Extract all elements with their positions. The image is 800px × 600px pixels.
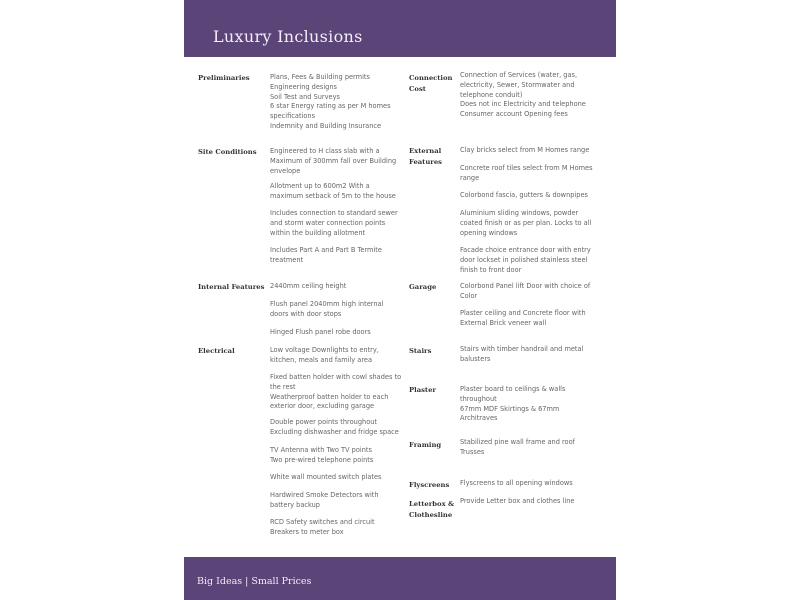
- inclusion-item: Flyscreens to all opening windows: [460, 479, 573, 487]
- section-label: Flyscreens: [409, 481, 450, 489]
- inclusion-item: Clay bricks select from M Homes range: [460, 146, 590, 154]
- inclusion-item: Includes connection to standard sewer and storm water connection points within the building allotment: [270, 209, 398, 237]
- footer-banner: [184, 557, 616, 600]
- section-label: Internal Features: [198, 283, 265, 291]
- inclusion-item: TV Antenna with Two TV points Two pre-wired telephone points: [270, 446, 374, 464]
- section-label: Site Conditions: [198, 148, 257, 156]
- inclusion-item: Hardwired Smoke Detectors with battery backup: [270, 491, 379, 509]
- inclusion-item: White wall mounted switch plates: [270, 473, 382, 481]
- inclusion-item: Hinged Flush panel robe doors: [270, 328, 371, 336]
- inclusion-item: Plans, Fees & Building permits Engineering designs Soil Test and Surveys 6 star Energy rating as per M homes specifications Indemnity and Building Insurance: [270, 73, 391, 130]
- inclusion-item: Facade choice entrance door with entry door lockset in polished stainless steel finish to front door: [460, 246, 591, 274]
- inclusion-item: Plaster ceiling and Concrete floor with External Brick veneer wall: [460, 309, 586, 327]
- inclusion-item: Colorbond fascia, gutters & downpipes: [460, 191, 588, 199]
- inclusion-item: Flush panel 2040mm high internal doors with door stops: [270, 300, 384, 318]
- section-label: Garage: [409, 283, 437, 291]
- section-label: Stairs: [409, 347, 432, 355]
- page-title: Luxury Inclusions: [213, 27, 363, 46]
- inclusions-document: [184, 0, 616, 600]
- section-label: Letterbox & Clothesline: [409, 500, 455, 519]
- inclusion-item: 2440mm ceiling height: [270, 282, 347, 290]
- inclusion-item: RCD Safety switches and circuit Breakers to meter box: [270, 518, 375, 536]
- section-label: Preliminaries: [198, 74, 250, 82]
- inclusion-item: Stabilized pine wall frame and roof Trusses: [460, 438, 575, 456]
- inclusion-item: Plaster board to ceilings & walls throughout 67mm MDF Skirtings & 67mm Architraves: [460, 385, 566, 423]
- header-banner: [184, 0, 616, 57]
- inclusion-item: Provide Letter box and clothes line: [460, 497, 575, 505]
- footer-tagline: Big Ideas | Small Prices: [197, 576, 312, 587]
- section-label: Connection Cost: [409, 74, 453, 93]
- section-label: Framing: [409, 441, 442, 449]
- inclusion-item: Double power points throughout Excluding dishwasher and fridge space: [270, 418, 399, 436]
- inclusion-item: Stairs with timber handrail and metal balusters: [460, 345, 584, 363]
- inclusion-item: Concrete roof tiles select from M Homes range: [460, 164, 593, 182]
- section-label: External Features: [409, 147, 442, 166]
- inclusion-item: Allotment up to 600m2 With a maximum setback of 5m to the house: [270, 182, 396, 200]
- section-label: Plaster: [409, 386, 436, 394]
- inclusion-item: Engineered to H class slab with a Maximum of 300mm fall over Building envelope: [270, 147, 397, 175]
- inclusion-item: Connection of Services (water, gas, electricity, Sewer, Stormwater and telephone conduit) Does not inc Electricity and telephone Consumer account Opening fees: [460, 71, 586, 119]
- inclusion-item: Colorbond Panel lift Door with choice of Color: [460, 282, 591, 300]
- section-label: Electrical: [198, 347, 235, 355]
- inclusion-item: Aluminium sliding windows, powder coated finish or as per plan. Locks to all opening windows: [460, 209, 592, 237]
- inclusion-item: Low voltage Downlights to entry, kitchen, meals and family area: [270, 346, 379, 364]
- inclusion-item: Fixed batten holder with cowl shades to the rest Weatherproof batten holder to each exterior door, excluding garage: [270, 373, 402, 411]
- inclusion-item: Includes Part A and Part B Termite treatment: [270, 246, 382, 264]
